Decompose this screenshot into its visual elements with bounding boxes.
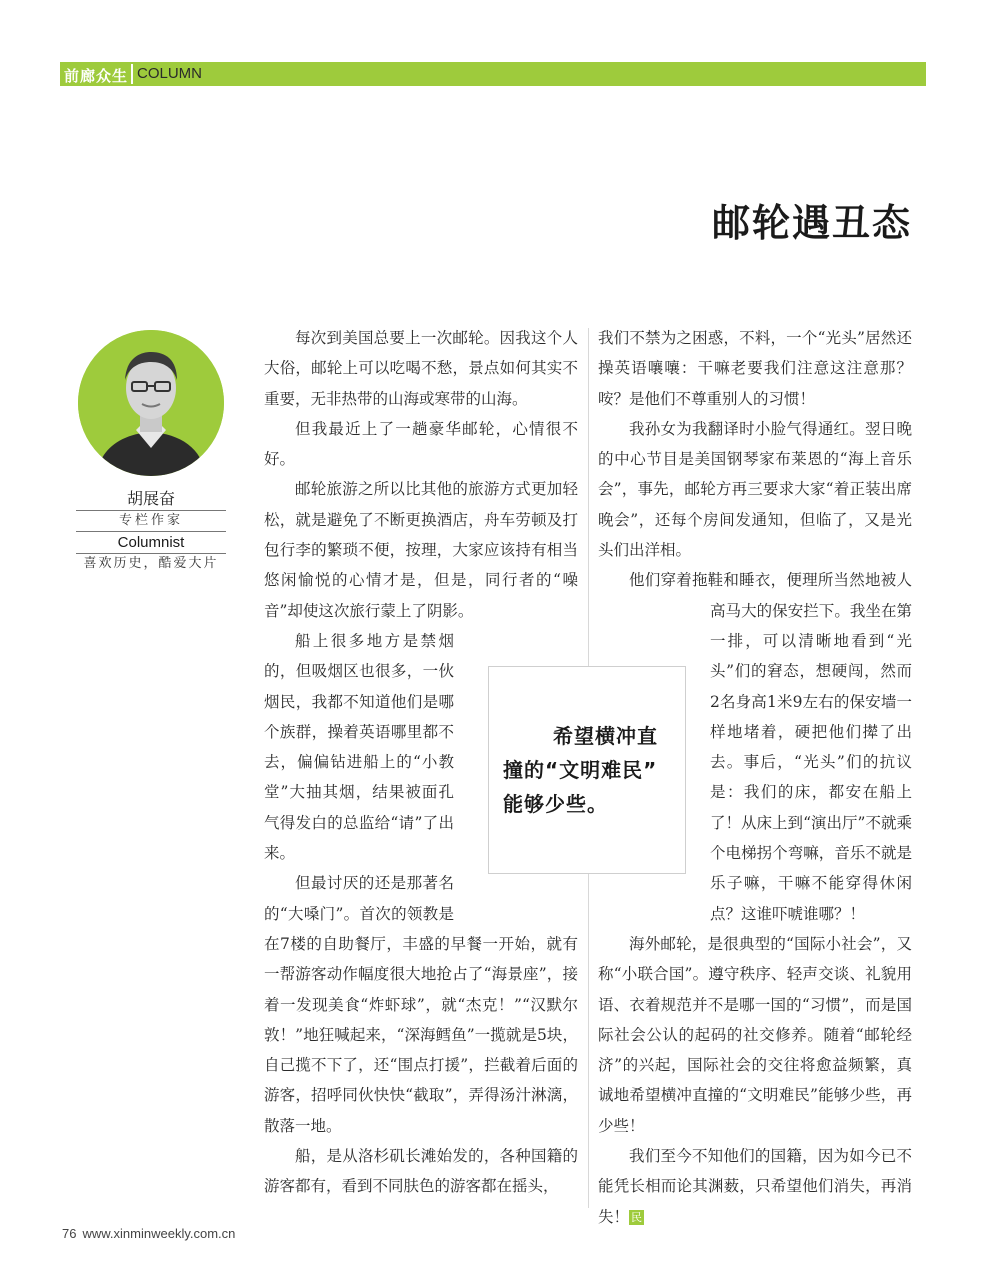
pull-quote — [503, 719, 675, 821]
pull-quote-line: 希望横冲直 — [553, 724, 658, 748]
author-info — [76, 488, 226, 574]
paragraph: 但我最近上了一趟豪华邮轮，心情很不好。 — [264, 419, 578, 469]
page-number: 76 — [62, 1226, 77, 1241]
paragraph: 海外邮轮，是很典型的“国际小社会”，又称“小联合国”。遵守秩序、轻声交谈、礼貌用语、衣着规范并不是哪一国的“习惯”，而是国际社会公认的起码的社交修养。随着“邮轮经济”的兴起，国际社会的交往将愈益频繁，真诚地希望横冲直撞的“文明难民”能够少些，再少些！ — [598, 934, 912, 1135]
author-role-en: Columnist — [117, 534, 185, 551]
portrait-icon — [78, 330, 224, 476]
paragraph-last — [598, 1141, 912, 1232]
paragraph: 邮轮旅游之所以比其他的旅游方式更加轻松，就是避免了不断更换酒店，舟车劳顿及打包行李的繁琐不便，按理，大家应该持有相当悠闲愉悦的心情才是，但是，同行者的“噪音”却使这次旅行蒙上了阴影。 — [264, 480, 578, 620]
section-divider — [131, 64, 133, 84]
section-label-en: COLUMN — [137, 65, 203, 82]
paragraph: 我孙女为我翻译时小脸气得通红。翌日晚的中心节目是美国钢琴家布莱恩的“海上音乐会”，事先，邮轮方再三要求大家“着正装出席晚会”，还每个房间发通知，但临了，又是光头们出洋相。 — [598, 419, 912, 560]
site-url: www.xinminweekly.com.cn — [82, 1226, 236, 1241]
paragraph: 船，是从洛杉矶长滩始发的，各种国籍的游客都有，看到不同肤色的游客都在摇头， — [264, 1147, 578, 1196]
pull-quote-line: 能够少些。 — [503, 792, 608, 816]
paragraph-text: 我们至今不知他们的国籍，因为如今已不能凭长相而论其渊薮，只希望他们消失，再消失！ — [598, 1147, 912, 1226]
pull-quote-box — [488, 666, 686, 874]
author-role: 专栏作家 — [118, 513, 183, 528]
author-hobby: 喜欢历史，酷爱大片 — [83, 556, 219, 571]
end-mark-icon: 民 — [631, 1211, 643, 1225]
paragraph: 每次到美国总要上一次邮轮。因我这个人大俗，邮轮上可以吃喝不愁，景点如何其实不重要，无非热带的山海或寒带的山海。 — [264, 329, 578, 408]
section-label-cn: 前廊众生 — [64, 67, 129, 85]
author-avatar — [78, 330, 224, 476]
paragraph: 我们不禁为之困惑，不料，一个“光头”居然还操英语嚷嚷：干嘛老要我们注意这注意那？咹？是他们不尊重别人的习惯！ — [598, 329, 912, 408]
page-footer — [62, 1226, 235, 1241]
pull-quote-line: 撞的“文明难民” — [503, 758, 658, 782]
article-title: 邮轮遇丑态 — [711, 201, 912, 245]
paragraph-text: 他们穿着拖鞋和睡衣，便理所当然地被人高马大的保安拦下。我坐在第一排，可以清晰地看到“光头”们的窘态，想硬闯，然而2名身高1米9左右的保安墙一样地堵着，硬把他们撵了出去。事后，“光头”们的抗议是：我们的床，都安在船上了！从床上到“演出厅”不就乘个电梯拐个弯嘛，音乐不就是乐子嘛，干嘛不能穿得休闲点？这谁吓唬谁哪？！ — [629, 571, 912, 923]
paragraph: 但最讨厌的还是那著名的“大嗓门”。首次的领教是在7楼的自助餐厅，丰盛的早餐一开始，就有一帮游客动作幅度很大地抢占了“海景座”，接着一发现美食“炸虾球”，就“杰克！”“汉默尔敦！”地狂喊起来，“深海鳕鱼”一揽就是5块，自己揽不下了，还“围点打援”，拦截着后面的游客，招呼同伙快快“截取”，弄得汤汁淋漓，散落一地。 — [264, 874, 578, 1135]
author-name: 胡展奋 — [126, 489, 175, 508]
paragraph: 船上很多地方是禁烟的，但吸烟区也很多，一伙烟民，我都不知道他们是哪个族群，操着英语哪里都不去，偏偏钻进船上的“小教堂”大抽其烟，结果被面孔气得发白的总监给“请”了出来。 — [264, 631, 454, 863]
